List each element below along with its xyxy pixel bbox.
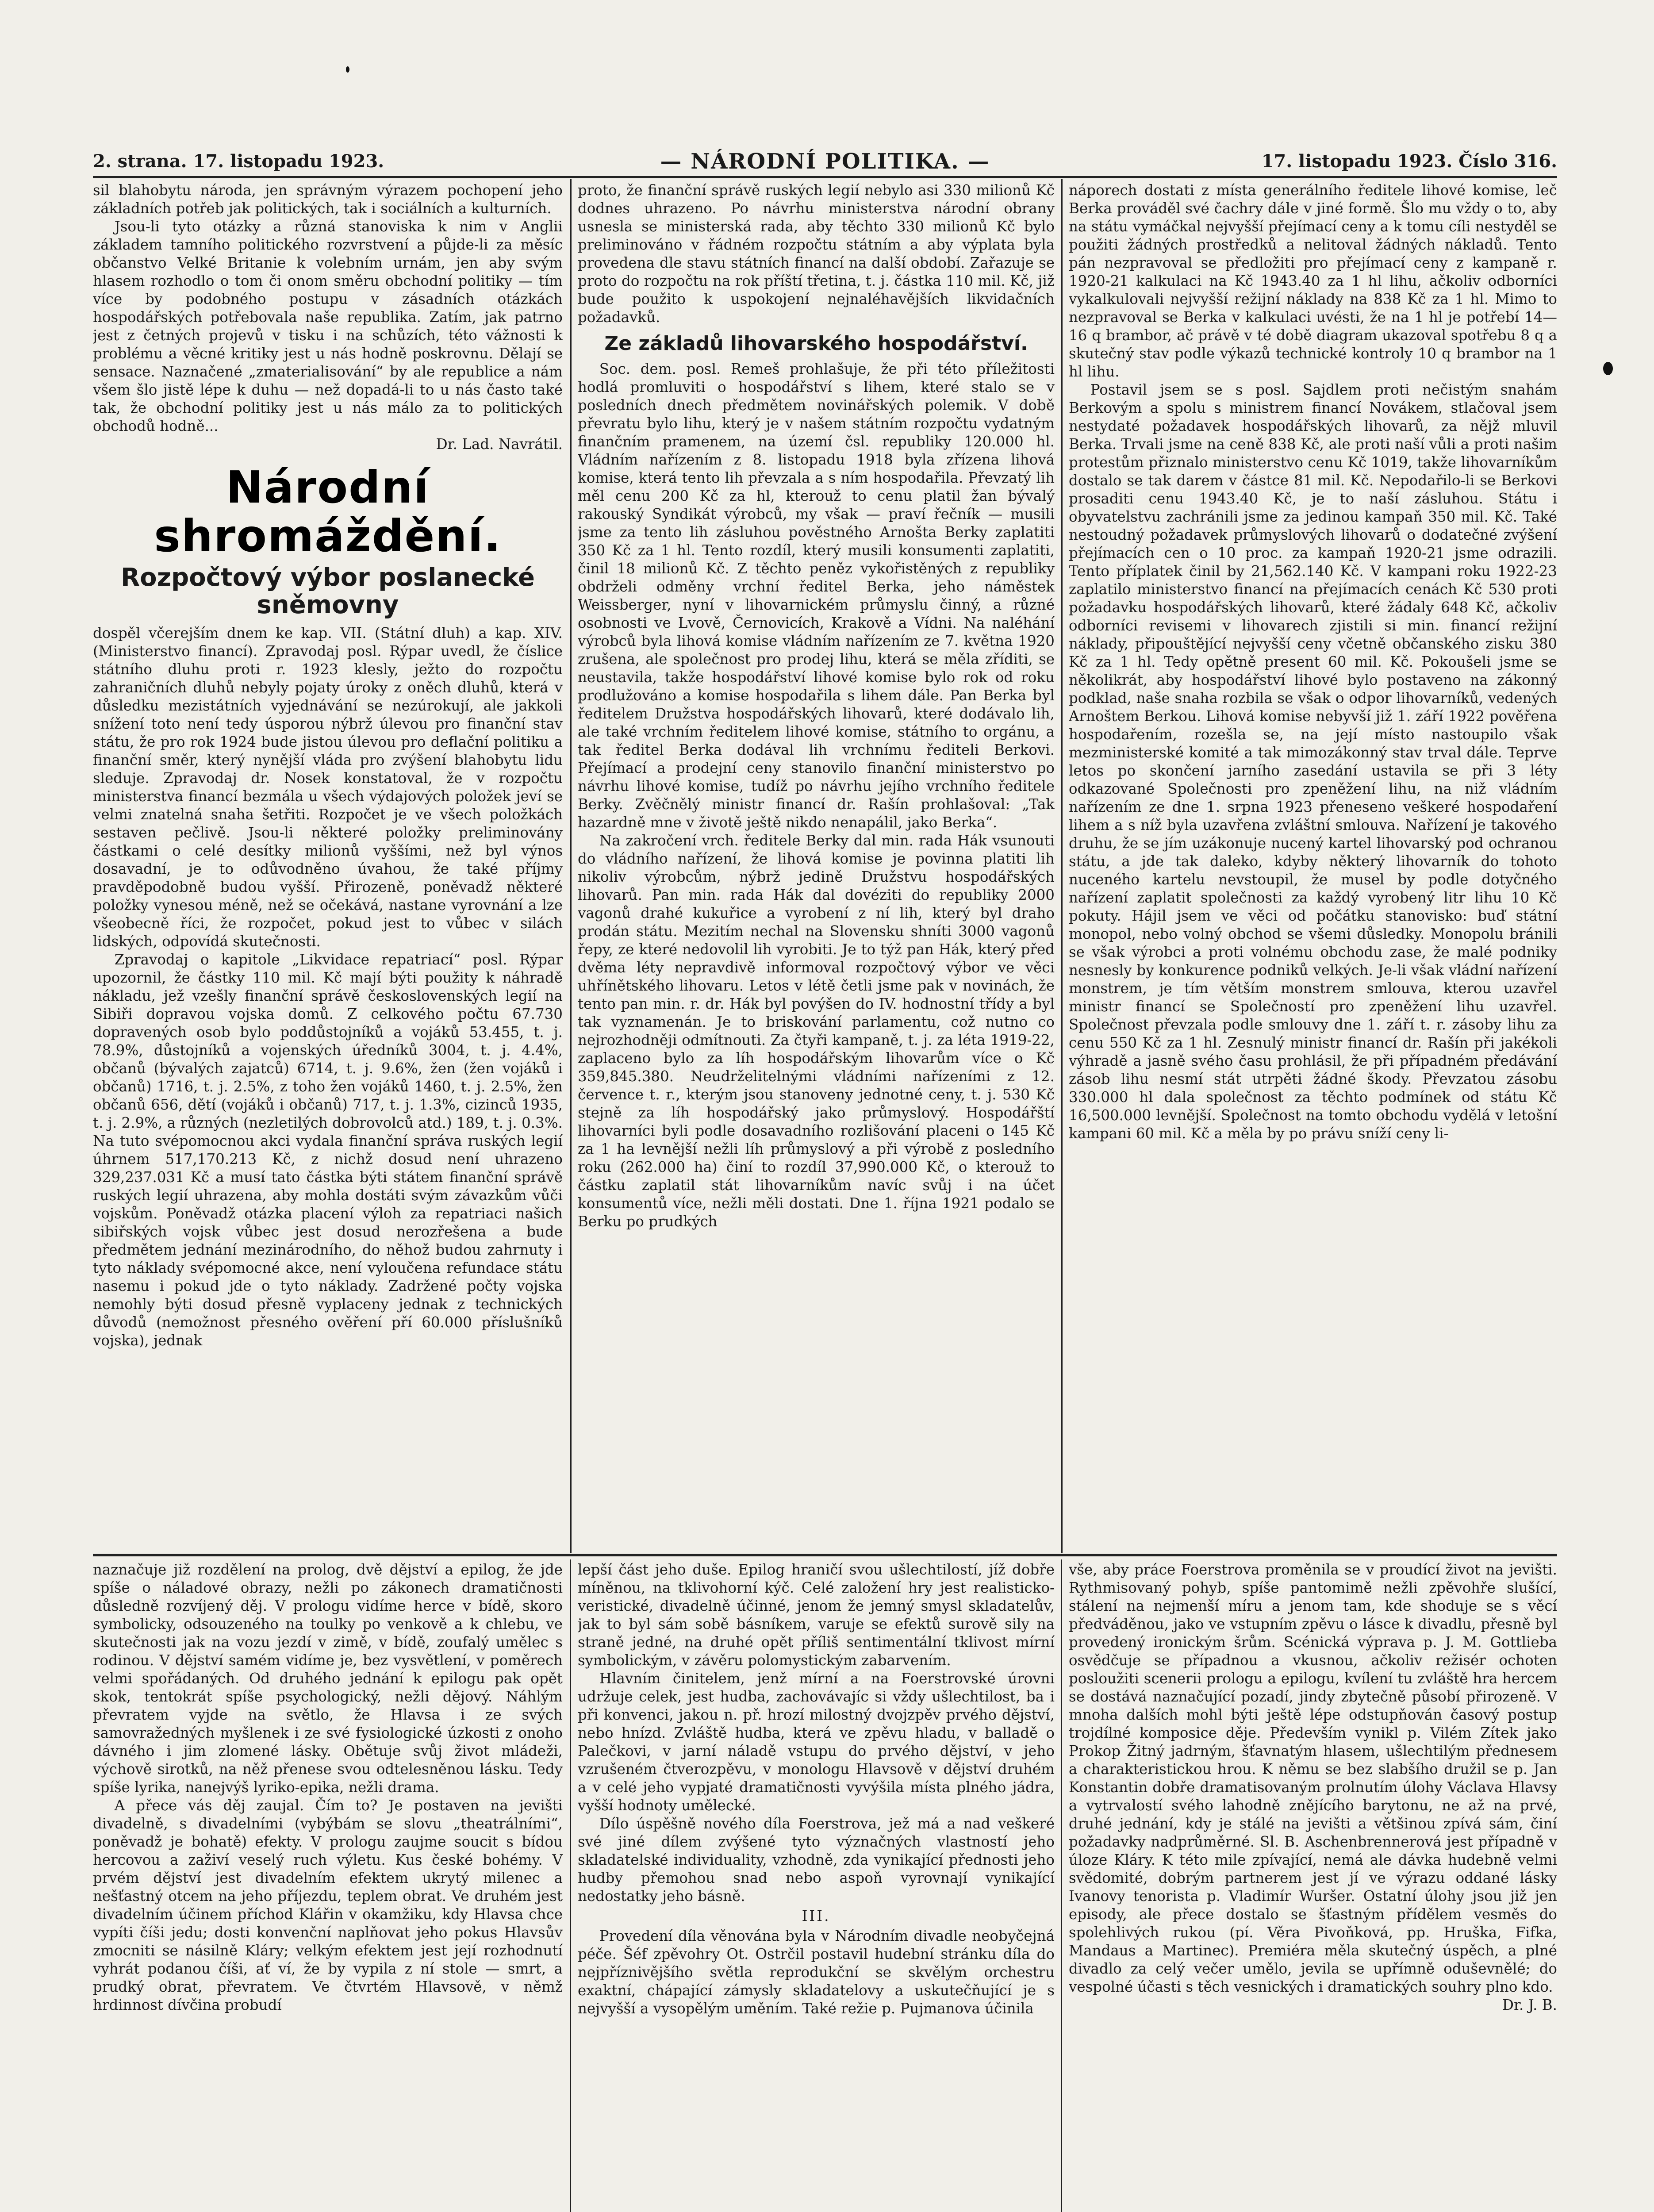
section-headline: Národní shromáždění. bbox=[154, 461, 502, 562]
paragraph: Dílo úspěšně nového díla Foerstrova, jež má a nad veškeré své jiné dílem zvýšené tyto význačných vlastností jeho skladatelské individuality, vzhodně, zda vynikající přednosti jeho hudby přemohou snad nebo aspoň vyrovnají vynikající nedostatky jeho básně. bbox=[578, 1815, 1055, 1905]
newspaper-title: — NÁRODNÍ POLITIKA. — bbox=[660, 149, 990, 174]
paragraph: lepší část jeho duše. Epilog hraničí svou ušlechtilostí, jíž dobře míněnou, na tklivohorní kýč. Celé založení hry jest realisticko-veristické, divadelně účinné, jenom že jemný smysl skladatelův, jak to byl sám sobě básníkem, varuje se efektů surově sily na straně jedné, na druhé opět příliš sentimentální tklivost mírní symbolickým, v závěru polomystickým zabarvením. bbox=[578, 1561, 1055, 1669]
column-rule-3 bbox=[570, 1559, 571, 2212]
column-rule-4 bbox=[1061, 1559, 1062, 2212]
column-rule-1 bbox=[570, 179, 572, 1553]
section-rule bbox=[93, 1554, 1557, 1556]
article-subheadline: Rozpočtový výbor poslanecké sněmovny bbox=[120, 563, 535, 619]
paragraph: dospěl včerejším dnem ke kap. VII. (Státní dluh) a kap. XIV. (Ministerstvo financí). Zpravodaj posl. Rýpar uvedl, že číslice státního dluhu proti r. 1923 klesly, ježto do rozpočtu zahraničních dluhů nebyly pojaty úroky z oněch dluhů, která v důsledku mezistátních vyjednávání se nezúrokují, ale jakkoli snížení toto není tedy úsporou nýbrž úlevou pro finanční stav státu, že pro rok 1924 bude jistou úlevou pro deflační politiku a finanční směr, který nynější vláda pro zvýšení blahobytu lidu sleduje. Zpravodaj dr. Nosek konstatoval, že v rozpočtu ministerstva financí bezmála u všech výdajových položek jeví se velmi znatelná snaha šetřiti. Rozpočet je ve všech položkách sestaven pečlivě. Jsou-li některé položky preliminovány částkami o celé desítky milionů vyššími, než byl výnos dosavadní, je to odůvodněno úvahou, že také příjmy pravděpodobně budou vyšší. Přirozeně, poněvadž některé položky vynesou méně, než se očekává, nastane vyrovnání a lze všeobecně říci, že rozpočet, pokud jest to vůbec v silách lidských, odpovídá skutečnosti. bbox=[93, 625, 563, 950]
ink-speck bbox=[346, 66, 349, 73]
page-date-left: 2. strana. 17. listopadu 1923. bbox=[93, 151, 384, 172]
paragraph: náporech dostati z místa generálního ředitele lihové komise, leč Berka prováděl své čachry dále v jiné formě. Šlo mu vždy o to, aby na státu vymáčkal nejvyšší přejímací ceny a k tomu cíli nestyděl se použiti žádných prostředků a nelitoval žádných nákladů. Tento pán nezpravoval se předložiti pro přejímací ceny z kampaně r. 1920-21 kalkulaci na Kč 1943.40 za 1 hl lihu, ačkoliv odborníci vykalkulovali nejvyšší režijní náklady na 838 Kč za 1 hl. Mimo to nezpravoval se Berka v kalkulaci uvésti, že na 1 hl je potřebí 14—16 q brambor, ač právě v té době diagram ukazoval spotřebu 8 q a skutečný stav podle výkazů technické kontroly 10 q brambor na 1 hl lihu. bbox=[1069, 182, 1557, 380]
paragraph: Postavil jsem se s posl. Sajdlem proti nečistým snahám Berkovým a spolu s ministrem financí Novákem, stlačoval jsem nestydaté požadavek hospodářských lihovarů, za nějž mluvil Berka. Trvali jsme na ceně 838 Kč, ale proti naší vůli a proti našim protestům přiznalo ministerstvo cenu Kč 1019, takže lihovarníkům dostalo se tak darem v částce 81 mil. Kč. Nepodařilo-li se Berkovi prosaditi cenu 1943.40 Kč, je to naší zásluhou. Státu i obyvatelstvu zachránili jsme za jedinou kampaň 350 mil. Kč. Také nestoudný požadavek průmyslových lihovarů o dodatečné zvýšení přejímacích cen o 10 proc. za kampaň 1920-21 jsme odrazili. Tento příplatek činil by 21,562.140 Kč. V kampani roku 1922-23 zaplatilo ministerstvo financí na přejímacích cenách Kč 530 proti požadavku hospodářských lihovarů, které žádaly 648 Kč, ačkoliv odborníci revisemi v lihovarech zjistili si min. financí režijní náklady, připouštějící nejvyšší ceny včetně občanského zisku 380 Kč za 1 hl. Tedy opětně present 60 mil. Kč. Pokoušeli jsme se několikrát, aby hospodářství lihové bylo postaveno na zákonný podklad, naše snaha rozbila se však o odpor lihovarníků, vedených Arnoštem Berkou. Lihová komise nebyvší již 1. září 1922 pověřena hospodařením, rozešla se, na její místo nastoupilo však mezministerské komité a tak mimozákonný stav trval dále. Teprve letos po skončení jarního zasedání ustavila se při 3 léty odkazované Společnosti pro zpeněžení lihu, na niž vládním nařízením ze dne 1. srpna 1923 přeneseno veškeré hospodaření lihem a s níž byla uzavřena zvláštní smlouva. Nařízení je takového druhu, že se jím uzákonuje nucený kartel lihovarský pod ochranou státu, a jde tak daleko, kdyby některý lihovarník do tohoto nuceného kartelu nevstoupil, že musel by podle dotyčného nařízení zaplatit společnosti za každý vyrobený litr lihu 10 Kč pokuty. Hájil jsem ve věci od počátku stanovisko: buď státní monopol, nebo volný obchod se všemi důsledky. Monopolu bránili se však výrobci a proti volnému obchodu zase, že malé podniky nesnesly by konkurence podniků velkých. Je-li však vládní nařízení monstrem, je tím větším monstrem smlouva, kterou uzavřel ministr financí se Společností pro zpeněžení lihu uzavřel. Společnost převzala podle smlouvy dne 1. září t. r. zásoby lihu za cenu 550 Kč za 1 hl. Zesnulý ministr financí dr. Rašín při jakékoli výhradě a jasně svého času prohlásil, že při případném předávání zásob lihu nesmí stát utrpěti žádné škody. Převzatou zásobu 330.000 hl dala společnost za těchto podmínek od státu Kč 16,500.000 levnější. Společnost na tomto obchodu vydělá v letošní kampani 60 mil. Kč a měla by po právu sníží ceny li- bbox=[1069, 381, 1557, 1142]
column-rule-2 bbox=[1061, 179, 1063, 1553]
article-signature: Dr. Lad. Navrátil. bbox=[436, 436, 563, 453]
review-signature: Dr. J. B. bbox=[1502, 1997, 1557, 2013]
paragraph: Provedení díla věnována byla v Národním divadle neobyčejná péče. Šéf zpěvohry Ot. Ostrčil postavil hudební stránku díla do nejpříznivějšího světla reprodukční se skvělým orchestru exaktní, chápající zámysly skladatelovy a uskutečňující je s nejvyšší a vysopělým uměním. Také režie p. Pujmanova účinila bbox=[578, 1928, 1055, 2017]
article-heading: Ze základů lihovarského hospodářství. bbox=[604, 332, 1028, 355]
masthead-rule bbox=[93, 176, 1557, 178]
column-2-bottom bbox=[578, 1561, 1055, 2212]
page-date-right: 17. listopadu 1923. Číslo 316. bbox=[1261, 151, 1557, 172]
column-2-top bbox=[578, 181, 1055, 1551]
column-1-bottom bbox=[93, 1561, 563, 2212]
paragraph: Soc. dem. posl. Remeš prohlašuje, že při této příležitosti hodlá promluviti o hospodářství s lihem, které stalo se v posledních dnech předmětem novinářských polemik. V době převratu bylo lihu, který je v našem státním rozpočtu vydatným finančním pramenem, na území čsl. republiky 120.000 hl. Vládním nařízením z 8. listopadu 1918 byla zřízena lihová komise, která tento lih převzala a s ním hospodařila. Převzatý lih měl cenu 200 Kč za hl, kterouž to cenu platil žan bývalý rakouský Syndikát výrobců, my však — praví řečník — musili jsme za tento lih zásluhou pověstného Arnošta Berky zaplatiti 350 Kč za 1 hl. Tento rozdíl, který musili konsumenti zaplatiti, činil 18 milionů Kč. Z těchto peněz vykořistěných z republiky obdrželi odměny vrchní ředitel Berka, jeho náměstek Weissberger, nyní v lihovarnickém průmyslu činný, a různé osobnosti ve Lvově, Černovicích, Krakově a Vídni. Na naléhání výrobců byla lihová komise vládním nařízením ze 7. května 1920 zrušena, ale společnost pro prodej lihu, která se měla zříditi, se neustavila, takže hospodářství lihové komise bylo rok od roku prodlužováno a komise hospodařila s lihem dále. Pan Berka byl ředitelem Družstva hospodářských lihovarů, které dodávalo lih, ale také vrchním ředitelem lihové komise, státního to orgánu, a tak ředitel Berka dodával lih vrchnímu řediteli Berkovi. Přejímací a prodejní ceny stanovilo finanční ministerstvo po návrhu lihové komise, tudíž po návrhu jejího vrchního ředitele Berky. Zvěčnělý ministr financí dr. Rašín prohlašoval: „Tak hazardně mne v životě ještě nikdo nenapálil, jako Berka“. bbox=[578, 361, 1055, 831]
ink-speck bbox=[1603, 362, 1613, 375]
column-3-top bbox=[1069, 181, 1557, 1551]
section-number: III. bbox=[802, 1908, 831, 1924]
paragraph: Jsou-li tyto otázky a různá stanoviska k nim v Anglii základem tamního politického rozvrstvení a půjde-li za měsíc občanstvo Velké Britanie k volebním urnám, jen aby svým hlasem rozhodlo o tom či onom směru obchodní politiky — tím více by podobného postupu v zásadních otázkách hospodářských potřebovala naše republika. Zatím, jak patrno jest z četných projevů v tisku i na schůzích, této vážnosti k problému a věcné kritiky jest u nás hodně poskrovnu. Dělají se sensace. Naznačené „zmaterialisování“ by ale republice a nám všem šlo jistě lépe k duhu — než dopadá-li to u nás často také tak, že obchodní politiky jest u nás málo za to politických obchodů hodně... bbox=[93, 218, 563, 434]
paragraph: sil blahobytu národa, jen správným výrazem pochopení jeho základních potřeb jak politických, tak i sociálních a kulturních. bbox=[93, 182, 563, 217]
masthead bbox=[93, 146, 1557, 177]
paragraph: proto, že finanční správě ruských legií nebylo asi 330 milionů Kč dodnes uhrazeno. Po návrhu ministerstva národní obrany usnesla se ministerská rada, aby těchto 330 milionů Kč bylo preliminováno v řádném rozpočtu státním a aby výplata byla provedena dle stavu státních financí na další období. Zařazuje se proto do rozpočtu na rok příští třetina, t. j. částka 110 mil. Kč, již bude použito k uspokojení nejnaléhavějších likvidačních požadavků. bbox=[578, 182, 1055, 326]
column-1-top bbox=[93, 181, 563, 1551]
paragraph: vše, aby práce Foerstrova proměnila se v proudící život na jevišti. Rythmisovaný pohyb, spíše pantomimě nežli zpěvohře slušící, stálení na nejmenší míru a jenom tam, kde shoduje se s věcí předváděnou, jako ve vstupním zpěvu o lásce k divadlu, přesně byl provedený ironickým šrům. Scénická výprava p. J. M. Gottlieba osvědčuje se případnou a vkusnou, ačkoliv režisér ochoten posloužiti scenerii prologu a epilogu, kvílení tu zvláště hra hercem se dostává naznačující pozadí, jindy zbytečně působí přirozeně. V mnoha dalších mohl býti ještě lépe odstupňován časový postup trojdílné komposice děje. Především vynikl p. Vilém Zítek jako Prokop Žitný jadrným, šťavnatým hlasem, ušlechtilým přednesem a charakteristickou hrou. K němu se bez slabšího družil se p. Jan Konstantin dobře dramatisovaným prolnutím úlohy Václava Hlavsy a vytrvalostí svého lahodně znějícího barytonu, ne až na prvé, druhé jednání, kdy je stálé na jevišti a většinou zpívá sám, činí požadavky nadprůměrné. Sl. B. Aschenbrennerová jest případně v úloze Kláry. K této mile zpívající, nemá ale dávka hudebně velmi svědomité, dobrým partnerem jest jí ve výrazu oddané lásky Ivanovy tenorista p. Vladimír Wuršer. Ostatní úlohy jsou již jen episody, ale přece dostalo se šťastným přídělem vesměs do spolehlivých rukou (pí. Věra Pivoňková, pp. Hruška, Fifka, Mandaus a Martinec). Premiéra měla skutečný úspěch, a plné divadlo za celý večer umělo, jevila se upřímně oduševnělé; do vespolné účasti s těch vesnických i dramatických souhry plno kdo. bbox=[1069, 1561, 1557, 1995]
paragraph: Hlavním činitelem, jenž mírní a na Foerstrovské úrovni udržuje celek, jest hudba, zachovávajíc si vždy ušlechtilost, ba i při konvenci, jakou n. př. hrozí milostný dvojzpěv prvého dějství, nebo hnízd. Zvláště hudba, která ve zpěvu hladu, v balladě o Palečkovi, v jarní náladě vstupu do prvého dějství, v jeho vzrušeném čtverozpěvu, v monologu Hlavsově v dějství druhém a v celé jeho vypjaté dramatičnosti vyvýšila místa plného jádra, vyšší hodnoty umělecké. bbox=[578, 1670, 1055, 1814]
paragraph: Na zakročení vrch. ředitele Berky dal min. rada Hák vsunouti do vládního nařízení, že lihová komise je povinna platiti lih nikoliv výrobcům, nýbrž jedině Družstvu hospodářských lihovarů. Pan min. rada Hák dal dovéziti do republiky 2000 vagonů drahé kukuřice a vyrobení z ní lih, který byl draho prodán státu. Mezitím nechal na Slovensku shníti 3000 vagonů řepy, ze které nedovolil lih vyrobiti. Je to týž pan Hák, který před dvěma léty nepravdivě informoval rozpočtový výbor ve věci uhřínětského lihovaru. Letos v létě četli jsme pak v novinách, že tento pan min. r. dr. Hák byl povýšen do IV. hodnostní třídy a byl tak vyznamenán. Je to briskování parlamentu, což nutno co nejrozhodněji odmítnouti. Za čtyři kampaně, t. j. za léta 1919-22, zaplaceno bylo za líh hospodářským lihovarům více o Kč 359,845.380. Neudrželitelnými vládními nařízeními z 12. července t. r., kterým jsou stanoveny jednotné ceny, t. j. 530 Kč stejně za líh hospodářský jako průmyslový. Hospodářští lihovarníci byli podle dosavadního rozlišování placeni o 145 Kč za 1 ha levnější nežli líh průmyslový a při výrobě z posledního roku (262.000 ha) činí to rozdíl 37,990.000 Kč, o kterouž to částku zaplatil stát lihovarníkům navíc svůj i na účet konsumentů více, nežli měli dostati. Dne 1. října 1921 podalo se Berku po prudkých bbox=[578, 832, 1055, 1230]
paragraph: A přece vás děj zaujal. Čím to? Je postaven na jevišti divadelně, s divadelními (vybýbám se slovu „theatrálními“, poněvadž je bohatě) efekty. V prologu zaujme soucit s bídou hercovou a zaživí veselý ruch výletu. Kus české bohémy. V prvém dějství jest divadelním efektem ukrytý milenec a nešťastný otcem na jeho příjezdu, teplem obrat. Ve druhém jest divadelním účinem příchod Klářin v okamžiku, kdy Hlavsa chce vypíti číši jedu; dosti konvenční naplňovat jeho pokus Hlavsův zmocniti se násilně Kláry; velkým efektem jest její rozhodnutí vyhrát podanou číši, ať ví, že by vypila z ní stole — smrt, a prudký obrat, převratem. Ve čtvrtém Hlavsově, v němž hrdinnost dívčina probudí bbox=[93, 1797, 563, 2013]
paragraph: Zpravodaj o kapitole „Likvidace repatriací“ posl. Rýpar upozornil, že částky 110 mil. Kč mají býti použity k náhradě nákladu, jež vzešly finanční správě československých legií na Sibiři dopravou vojska domů. Z celkového počtu 67.730 dopravených osob bylo poddůstojníků a vojáků 53.455, t. j. 78.9%, důstojníků a vojenských úředníků 3004, t. j. 4.4%, občanů (bývalých zajatců) 6714, t. j. 9.6%, žen (žen vojáků i občanů) 1716, t. j. 2.5%, z toho žen vojáků 1460, t. j. 2.5%, žen občanů 656, dětí (vojáků i občanů) 717, t. j. 1.3%, cizinců 1935, t. j. 2.9%, a různých (nezletilých dobrovolců atd.) 189, t. j. 0.3%. Na tuto svépomocnou akci vydala finanční správa ruských legií úhrnem 517,170.213 Kč, z nichž dosud není uhrazeno 329,237.031 Kč a musí tato částka býti státem finanční správě ruských legií uhrazena, aby mohla dostáti svým závazkům vůči vojskům. Poněvadž otázka placení výloh za repatriaci našich sibiřských vojsk vůbec jest dosud nerozřešena a bude předmětem jednání mezinárodního, do něhož budou zahrnuty i tyto náklady svépomocné akce, není vyloučena refundace státu nasemu i pokud jde o tyto náklady. Zadržené počty vojska nemohly býti dosud přesně vyplaceny jednak z technických důvodů (nemožnost přesného ověření pří 60.000 příslušníků vojska), jednak bbox=[93, 951, 563, 1349]
paragraph: naznačuje již rozdělení na prolog, dvě dějství a epilog, že jde spíše o náladové obrazy, nežli po zákonech dramatičnosti důsledně rozvíjený děj. V prologu vidíme herce v bídě, skoro symbolicky, odsouzeného na toulky po venkově a k chlebu, ve skutečnosti jak na vozu jezdí v zimě, v bídě, zoufalý umělec s rodinou. V dějství samém vidíme je, bez vysvětlení, v poměrech velmi spořádaných. Od druhého jednání k epilogu pak opět skok, tentokrát spíše psychologický, nežli dějový. Náhlým převratem vyjde na světlo, že Hlavsa i ze svých samovražedných myšlenek i ze své fysiologické úzkosti z onoho dávného i jim zlomené lásky. Obětuje svůj život mládeži, výchově sirotků, na něž přenese svou odtelesněnou lásku. Tedy spíše lyrika, nanejvýš lyriko-epika, nežli drama. bbox=[93, 1561, 563, 1796]
column-3-bottom bbox=[1069, 1561, 1557, 2212]
